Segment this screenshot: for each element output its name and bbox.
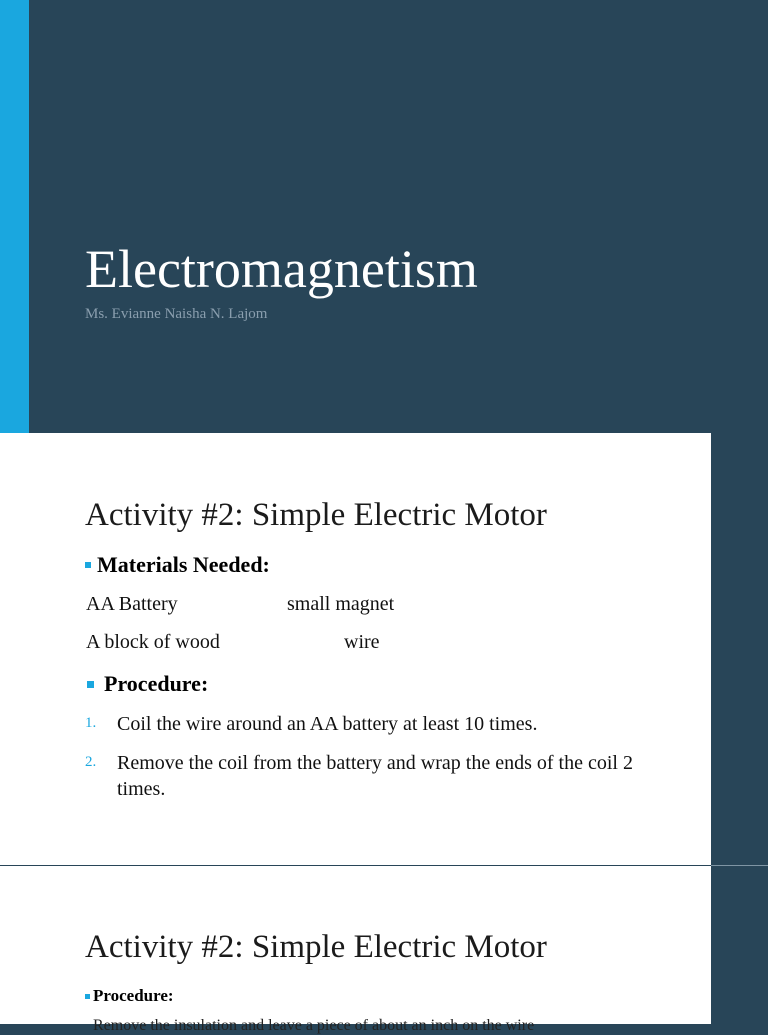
procedure-step <box>85 750 645 802</box>
accent-bar <box>0 0 29 433</box>
cut-off-step-text: Remove the insulation and leave a piece of about an inch on the wire <box>93 1017 535 1034</box>
material-item: wire <box>344 631 380 653</box>
content-slide-1 <box>0 433 711 865</box>
material-item: A block of wood <box>86 631 220 653</box>
step-number: 2. <box>85 754 97 770</box>
bullet-square-icon <box>85 562 91 568</box>
content-slide-2 <box>0 866 711 1024</box>
bullet-square-icon <box>87 681 94 688</box>
title-slide <box>0 0 768 433</box>
procedure-label: Procedure: <box>104 671 209 696</box>
materials-bullet <box>85 552 270 578</box>
procedure-label: Procedure: <box>93 986 174 1005</box>
slide-side-strip <box>711 433 768 865</box>
step-text: Remove the coil from the battery and wrap the ends of the coil 2 times. <box>117 752 633 800</box>
procedure-step <box>85 711 645 737</box>
procedure-bullet <box>85 671 208 697</box>
material-item: small magnet <box>287 593 395 615</box>
step-text: Coil the wire around an AA battery at least 10 times. <box>117 713 538 735</box>
material-item: AA Battery <box>86 593 178 615</box>
slide-heading: Activity #2: Simple Electric Motor <box>85 929 547 965</box>
procedure-bullet <box>85 986 174 1006</box>
bullet-square-icon <box>85 994 90 999</box>
materials-label: Materials Needed: <box>97 552 270 577</box>
step-number: 1. <box>85 715 97 731</box>
slide-subtitle: Ms. Evianne Naisha N. Lajom <box>85 306 268 322</box>
slide-heading: Activity #2: Simple Electric Motor <box>85 497 547 533</box>
slide-title: Electromagnetism <box>85 239 478 299</box>
slide-side-strip <box>711 866 768 1024</box>
